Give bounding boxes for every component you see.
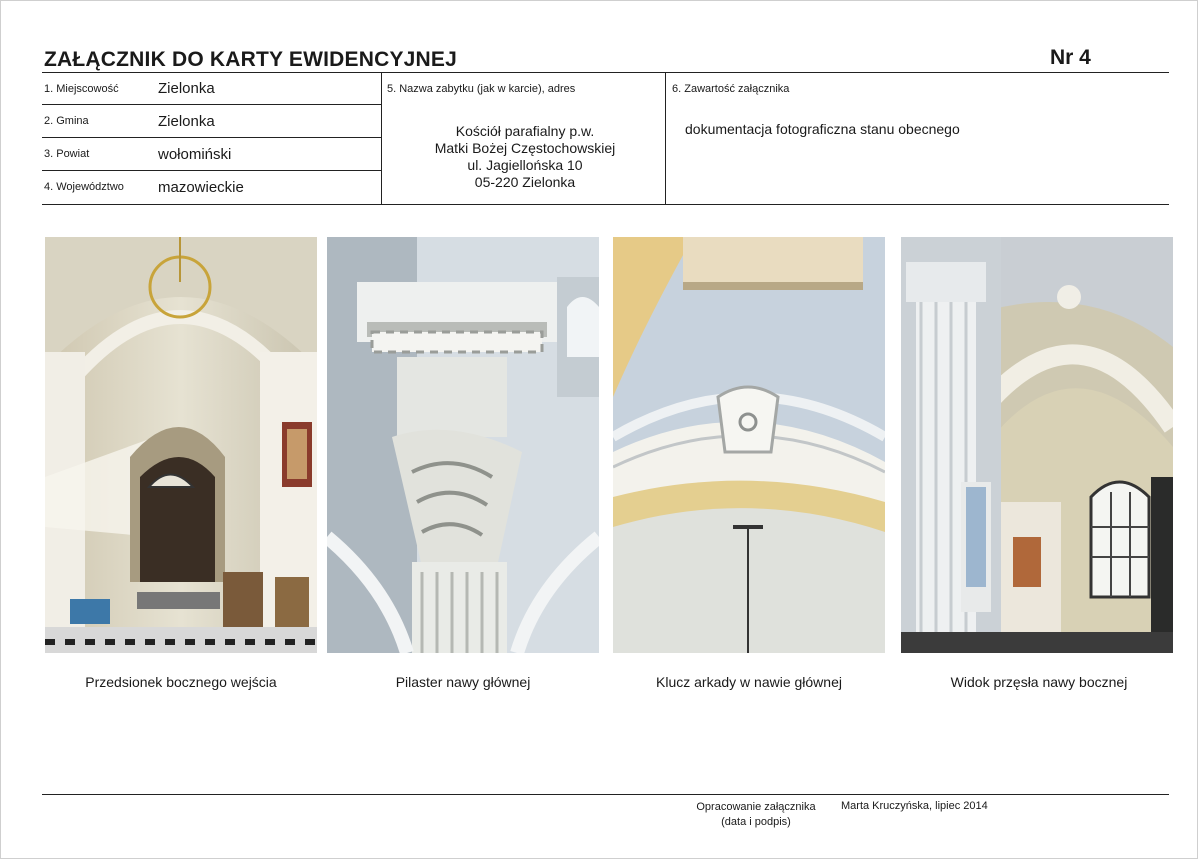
miejscowosc-value: Zielonka: [158, 80, 215, 97]
photo-caption: Przedsionek bocznego wejścia: [85, 674, 277, 690]
document-number: Nr 4: [1050, 46, 1091, 69]
photo-caption: Pilaster nawy głównej: [395, 674, 531, 690]
footer-rule: [42, 794, 1169, 795]
wojewodztwo-label: 4. Województwo: [44, 181, 124, 193]
footer-label: [686, 800, 826, 830]
header-top-rule: [42, 72, 1169, 73]
zawartosc-value: dokumentacja fotograficzna stanu obecnego: [685, 121, 960, 137]
wojewodztwo-value: mazowieckie: [158, 179, 244, 196]
photo-vestibule: [45, 237, 317, 653]
photo-keystone: [613, 237, 885, 653]
zawartosc-label: 6. Zawartość załącznika: [672, 83, 790, 95]
miejscowosc-label: 1. Miejscowość: [44, 83, 119, 95]
column-divider: [381, 72, 382, 204]
row-divider: [42, 170, 382, 171]
gmina-value: Zielonka: [158, 113, 215, 130]
footer-label-line: (data i podpis): [721, 816, 791, 828]
footer-signature: Marta Kruczyńska, lipiec 2014: [841, 800, 988, 812]
nazwa-line: 05-220 Zielonka: [474, 174, 576, 190]
nazwa-line: Matki Bożej Częstochowskiej: [434, 140, 616, 156]
nazwa-line: ul. Jagiellońska 10: [467, 157, 583, 173]
header-bottom-rule: [42, 204, 1169, 205]
powiat-label: 3. Powiat: [44, 148, 90, 160]
row-divider: [42, 137, 382, 138]
photo-caption: Klucz arkady w nawie głównej: [656, 674, 842, 690]
powiat-value: wołomiński: [158, 146, 232, 163]
row-divider: [42, 104, 382, 105]
nazwa-label: 5. Nazwa zabytku (jak w karcie), adres: [387, 83, 576, 95]
gmina-label: 2. Gmina: [44, 115, 89, 127]
footer-label-line: Opracowanie załącznika: [696, 801, 816, 813]
photo-side-aisle: [901, 237, 1173, 653]
photo-pilaster: [327, 237, 599, 653]
nazwa-line: Kościół parafialny p.w.: [455, 123, 595, 139]
document-title: ZAŁĄCZNIK DO KARTY EWIDENCYJNEJ: [44, 48, 458, 71]
photo-caption: Widok przęsła nawy bocznej: [950, 674, 1128, 690]
